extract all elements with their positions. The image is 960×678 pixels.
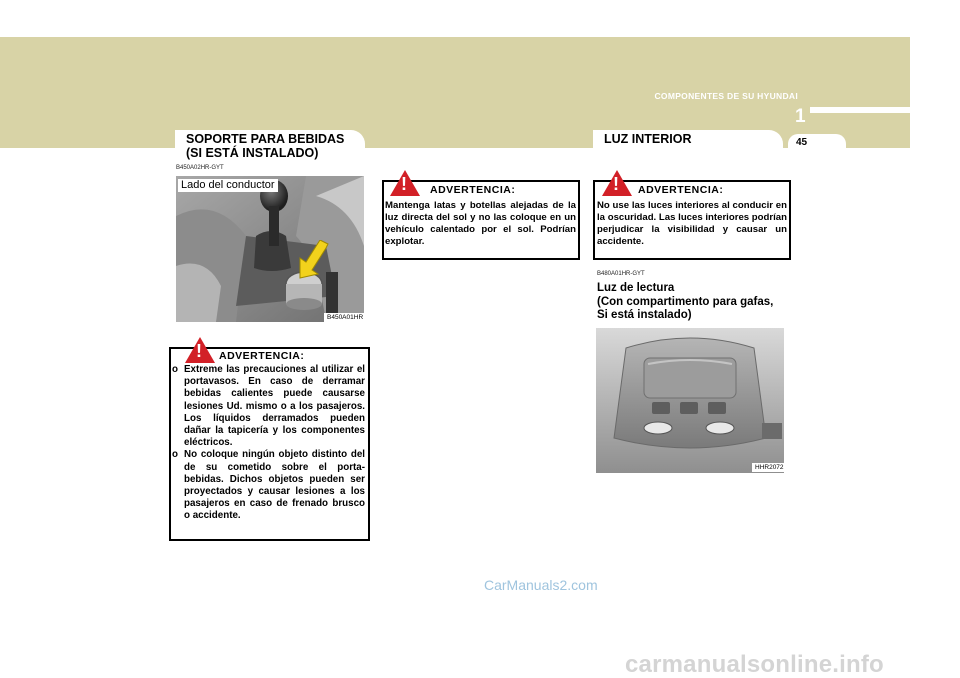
- photo-caption: Lado del conductor: [178, 179, 278, 192]
- warning-triangle-icon: !: [390, 170, 420, 196]
- warning-title: ADVERTENCIA:: [430, 184, 516, 196]
- header-divider: [810, 107, 910, 113]
- warning-text: Mantenga latas y botellas alejadas de la luz directa del sol y no las coloque en un vehículo calentado por el sol. Podrían explotar.: [385, 200, 576, 247]
- photo-code: B450A01HR: [324, 313, 366, 322]
- warning-triangle-icon: !: [602, 170, 632, 196]
- warning-item: o Extreme las precauciones al utilizar el portavasos. En caso de derramar bebidas calientes puede causarse lesiones Ud. mismo o a los pasajeros. Los líquidos derramados pueden dañar la tapicería y los componentes eléctricos.: [172, 364, 365, 449]
- section-code: B480A01HR-GYT: [597, 271, 645, 277]
- watermark-link[interactable]: CarManuals2.com: [484, 577, 598, 593]
- subsection-title-reading-light: Luz de lectura (Con compartimento para gafas, Si está instalado): [597, 282, 774, 321]
- warning-text: No use las luces interiores al conducir en la oscuridad. Las luces interiores podrían perjudicar la visibilidad y causar un accidente.: [597, 200, 787, 247]
- section-title-cup-holder: SOPORTE PARA BEBIDAS (SI ESTÁ INSTALADO): [186, 132, 345, 160]
- chapter-number: 1: [795, 106, 806, 127]
- warning-triangle-icon: !: [185, 337, 215, 363]
- warning-title: ADVERTENCIA:: [638, 184, 724, 196]
- warning-item: o No coloque ningún objeto distinto del de su cometido sobre el porta-bebidas. Dichos objetos pueden ser proyectados y causar lesiones a los pasajeros en caso de frenado brusco o accidente.: [172, 449, 365, 522]
- warning-title: ADVERTENCIA:: [219, 350, 305, 362]
- page-number: 45: [796, 137, 808, 148]
- section-code: B450A02HR-GYT: [176, 165, 224, 171]
- cup-holder-photo: [176, 176, 364, 322]
- reading-light-photo: [596, 328, 784, 473]
- chapter-title: COMPONENTES DE SU HYUNDAI: [654, 91, 798, 101]
- section-title-interior-light: LUZ INTERIOR: [604, 132, 692, 146]
- photo-code: HHR2072: [752, 463, 787, 472]
- yellow-arrow-icon: [298, 240, 332, 280]
- footer-brand: carmanualsonline.info: [625, 651, 884, 678]
- warning-list: [172, 364, 365, 523]
